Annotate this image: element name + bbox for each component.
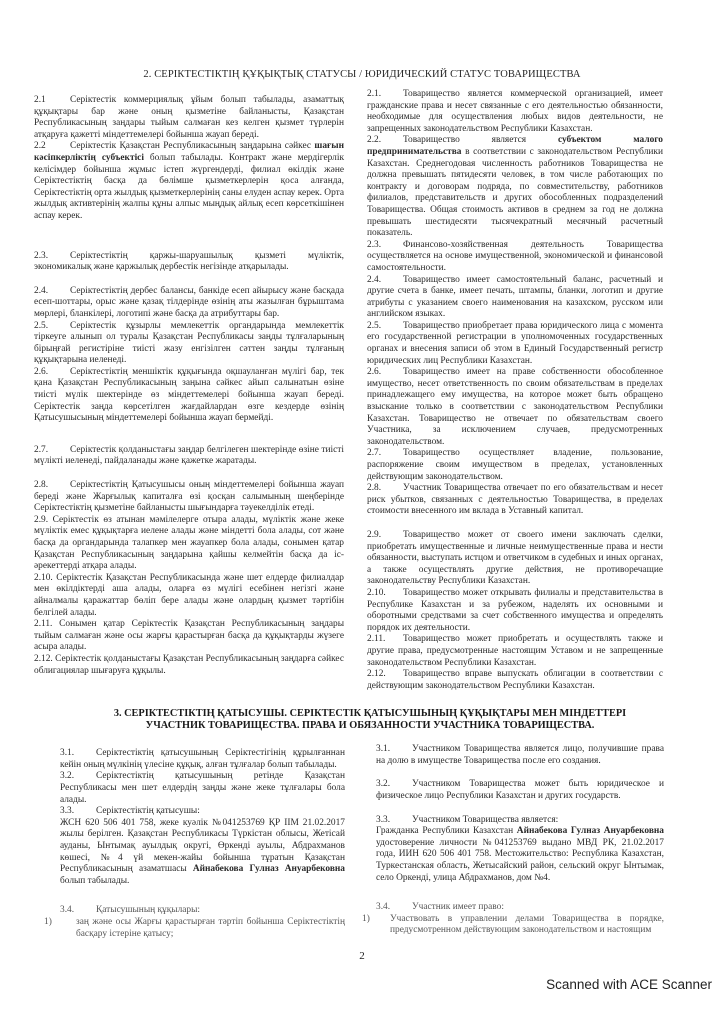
kz-clause-2-7: 2.7. Серіктестік қолданыстағы заңдар белгілеген шектерінде өзіне тиісті мүлікті иеленеді, пайдаланады және қажетке жаратады. <box>34 444 344 467</box>
section-2-title: 2. СЕРІКТЕСТІКТІҢ ҚҰҚЫҚТЫҚ СТАТУСЫ / ЮРИДИЧЕСКИЙ СТАТУС ТОВАРИЩЕСТВА <box>143 69 581 80</box>
kz-clause-2-2: 2.2 Серіктестік Қазақстан Республикасының заңдарына сәйкес шағын кәсіпкерліктің субъектісі болып табылады. Контракт және мердігерлік келісімдер бойынша жұмыс істеп жүргендерді, филиал өкілдік және Серіктестіктің басқа да бөлімше қызметкерлерін қоса алғанда, Серіктестіктің орта жылдық қызметкерлерінің саны елуден аспау керек. Орта жылдық активтерінің жалпы құны алпыс мыңдық айлық есеп көрсеткішінен аспау керек. <box>34 141 345 221</box>
section-3-russian-column <box>362 744 664 937</box>
ru-clause-2-8: 2.8. Участник Товарищества отвечает по его обязательствам и несет риск убытков, связанных с деятельностью Товарищества, в пределах стоимости внесенного им вклада в Уставный капитал. <box>367 483 663 517</box>
kz-clause-2-3: 2.3. Серіктестіктің қаржы-шаруашылық қызметі мүліктік, экономикалық және қаржылық дербестік негізінде атқарылады. <box>34 250 344 273</box>
section-2-russian-column <box>367 89 663 692</box>
ru-clause-2-3: 2.3. Финансово-хозяйственная деятельность Товарищества осуществляется на основе имущественной, экономической и финансовой самостоятельности. <box>367 239 663 273</box>
ru-clause-2-5: 2.5. Товарищество приобретает права юридического лица с момента его государственной регистрации в уполномоченных государственных органах и внесения записи об этом в Единый Государственный регистр юридических лиц Республики Казахстан. <box>367 320 663 366</box>
section-3-body <box>0 744 724 940</box>
ru-clause-3-2: 3.2. Участником Товарищества может быть юридическое и физическое лицо Республики Казахстан и других государств. <box>376 779 664 802</box>
kz-clause-2-4: 2.4. Серіктестіктің дербес балансы, банкіде есеп айырысу және басқада есеп-шоттары, орыс және қазақ тілдерінде өзінің аты жазылған бұрыштама мөрлері, бланкілері, логотипі және басқа да атрибуттары бар. <box>34 285 344 319</box>
kz-clause-2-5: 2.5. Серіктестік құзырлы мемлекеттік органдарында мемлекеттік тіркеуге алынып ол туралы Қазақстан Республикасы заңды тұлғаларының бірыңғай регистіріне тиісті жазу енгізілген сәттен заңды тұлғаның құқықтарына иеленеді. <box>34 320 344 366</box>
ru-clause-2-7: 2.7. Товарищество осуществляет владение, пользование, распоряжение своим имуществом в пределах, установленных действующим законодательством. <box>367 448 663 482</box>
kz-clause-2-6: 2.6. Серіктестіктің меншіктік құқығында оқшауланған мүлігі бар, тек қана Қазақстан Республикасының заңына сәйкес айып салынатын өзіне тиісті мүлік шектерінде өз міндеттемелері бойынша жауап береді. Серіктестік заңда көрсетілген жағдайлардан өзге кездерде өзінің Қатысушысының міндеттемелері бойынша жауап бермейді. <box>34 366 344 424</box>
ru-clause-2-2: 2.2. Товарищество является субъектом малого предпринимательства в соответствии с законодательством Республики Казахстан. Среднегодовая численность работников Товарищества не должна превышать пятидесяти человек, в том числе работающих по контракту и договорам подряда, по совместительству, работников филиалов, представительств и других обособленных подразделений Товарищества. Общая стоимость активов в среднем за год не должна превышать шестидесяти тысячекратный месячный расчетный показатель. <box>367 135 663 239</box>
kz-clause-2-1: 2.1 Серіктестік коммерциялық ұйым болып табылады, азаматтық құқықтары бар және оның қызметіне байланысты, Қазақстан Республикасының заңдары тыйым салмаған кез келген қызмет түрлерін атқаруға қажетті міндеттемелері бойынша жауап береді. <box>34 95 344 140</box>
ru-clause-3-4: 3.4. Участник имеет право: <box>376 902 504 913</box>
kz-clause-3-4: 3.4. Қатысушының құқылары: <box>60 905 201 916</box>
kz-clause-3-2: 3.2. Серіктестіктің қатысушының ретінде Қазақстан Республикасы мен шет елдердің заңды және жеке тұлғалары бола алады. <box>60 771 345 805</box>
kz-clause-3-4-item-1: 1) заң және осы Жарғы қарастырған тәртіп бойынша Серіктестіктің басқару істеріне қатысу; <box>44 917 345 939</box>
kz-clause-3-3: 3.3. Серіктестіктің қатысушы: <box>60 806 200 817</box>
kz-clause-2-10: 2.10. Серіктестік Қазақстан Республикасында және шет елдерде филиалдар мен өкілдіктерді аша алады, оларға өз мүлігі есебінен негізгі және айналмалы қаражаттар бөліп бере алады және олардың қызмет тәртібін белгілей алады. <box>34 572 344 618</box>
section-3-kazakh-column <box>44 744 345 940</box>
kz-clause-2-12: 2.12. Серіктестік қолданыстағы Қазақстан Республикасының заңдарға сәйкес облигациялар шығаруға құқылы. <box>34 653 344 676</box>
kz-clause-2-11: 2.11. Сонымен қатар Серіктестік Қазақстан Республикасының заңдары тыйым салмаған және осы жарғы қарастырған басқа да құқықтарды жүзеге асыра алады. <box>34 619 345 653</box>
kz-clause-3-1: 3.1. Серіктестіктің қатысушының Серіктестігінің құрылғаннан кейін оның мүлкінің үлесіне құқық, алған тұлғалар болып табылады. <box>60 748 345 770</box>
ru-clause-2-12: 2.12. Товарищество вправе выпускать облигации в соответствии с действующим законодательством Республики Казахстан. <box>367 669 663 691</box>
ru-clause-2-10: 2.10. Товарищество может открывать филиалы и представительства в Республике Казахстан и за рубежом, наделять их основными и оборотными средствами за счет собственного имущества и определять порядок их деятельности. <box>367 587 663 633</box>
ru-clause-3-1: 3.1. Участником Товарищества является лицо, получившие права на долю в имуществе Товарищества после его создания. <box>376 744 664 766</box>
ru-clause-3-3: 3.3. Участником Товарищества является: <box>376 814 559 825</box>
page-number: 2 <box>359 950 365 963</box>
ru-clause-2-1: 2.1. Товарищество является коммерческой организацией, имеет гражданские права и несет связанные с его деятельностью обязанности, необходимые для осуществления любых видов деятельности, не запрещенных законодательством Республики Казахстан. <box>367 89 663 134</box>
ru-clause-2-9: 2.9. Товарищество может от своего имени заключать сделки, приобретать имущественные и личные неимущественные права и нести обязанности, выступать истцом и ответчиком в судебных и иных органах, а также осуществлять другие действия, не противоречащие законодательству Республики Казахстан. <box>367 529 663 587</box>
kz-participant-details: ЖСН 620 506 401 758, жеке куәлік №041253769 ҚР ІІМ 21.02.2017 жылы берілген. Қазақстан Республикасы Түркістан облысы, Жетісай ауданы, Ынтымақ ауылдық округі, Өркенді ауылы, Абдрахманов көшесі, №4 үй мекен-жайы бойынша тұратын Қазақстан Республикасының азаматшасы Айнабекова Гулназ Ануарбековна болып табылады. <box>60 817 345 886</box>
ru-clause-3-4-item-1: 1) Участвовать в управлении делами Товарищества в порядке, предусмотренном действующим законодательством и настоящим <box>362 913 664 936</box>
ru-clause-2-11: 2.11. Товарищество может приобретать и осуществлять также и другие права, предусмотренные настоящим Уставом и не запрещенные законодательством Республики Казахстан. <box>367 634 663 668</box>
kz-clause-2-8: 2.8. Серіктестіктің Қатысушысы оның міндеттемелері бойынша жауап береді және Жарғылық капиталға өзі қосқан салымының шеңберінде Серіктестіктің қызметіне байланысты шығындарға тәуекелділік етеді. <box>34 480 344 514</box>
ru-clause-2-4: 2.4. Товарищество имеет самостоятельный баланс, расчетный и другие счета в банке, имеет печать, штампы, бланки, логотип и другие атрибуты с указанием своего наименования на казахском, русском или английском языках. <box>367 274 663 320</box>
ru-participant-details: Гражданка Республики Казахстан Айнабекова Гулназ Ануарбековна удостоверение личности №041253769 выдано МВД РК, 21.02.2017 года, ИИН 620 506 401 758. Местожительство: Республика Казахстан, Туркестанская область, Жетысайский район, сельский округ Ынтымак, село Оркенді, улица Абдрахманов, дом №4. <box>376 826 664 883</box>
section-2-kazakh-column <box>34 89 344 677</box>
section-2-body <box>0 89 724 692</box>
kz-clause-2-9: 2.9. Серіктестік өз атынан мәмілелерге отыра алады, мүліктік және жеке мүліктік емес құқықтарға иелене алады және міндетті бола алады, сот және басқа да органдарында талапкер мен жауапкер бола алады, сонымен қатар Қазақстан Республикасының заңдарына қайшы келмейтін басқа да іс-әрекеттерді атқара алады. <box>34 514 344 572</box>
section-3-title: 3. СЕРІКТЕСТІКТІҢ ҚАТЫСУШЫ. СЕРІКТЕСТІК ҚАТЫСУШЫНЫҢ ҚҰҚЫҚТАРЫ МЕН МІНДЕТТЕРІ УЧАСТНИК ТОВАРИЩЕСТВА. ПРАВА И ОБЯЗАННОСТИ УЧАСТНИКА ТОВАРИЩЕСТВА. <box>113 708 627 732</box>
ru-clause-2-6: 2.6. Товарищество имеет на праве собственности обособленное имущество, несет ответственность по своим обязательствам в пределах принадлежащего ему имущества, на которое может быть обращено взыскание только в соответствии с законодательством Республики Казахстан. Товарищество не отвечает по обязательствам своего Участника, за исключением случаев, предусмотренных законодательством. <box>367 367 663 447</box>
scanner-watermark: Scanned with ACE Scanner <box>546 977 712 993</box>
